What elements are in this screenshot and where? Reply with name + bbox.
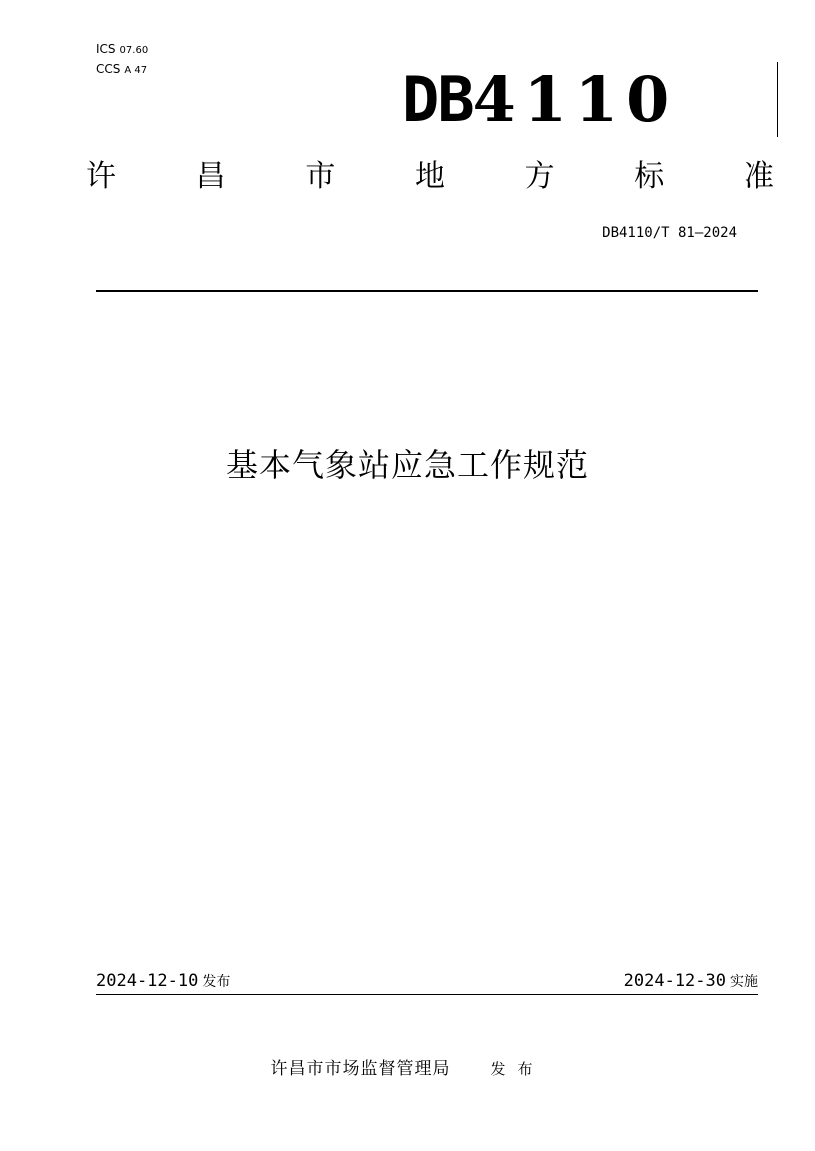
- ccs-label: CCS: [96, 62, 121, 76]
- db-number: 4110: [472, 63, 678, 136]
- document-title: 基本气象站应急工作规范: [225, 446, 589, 484]
- release-label: 发布: [202, 974, 231, 990]
- issue-action: 发布: [490, 1060, 545, 1078]
- standard-type-char: 许: [86, 159, 116, 194]
- standard-type-name: [86, 155, 774, 199]
- header-divider: [96, 290, 758, 292]
- ics-code: 07.60: [119, 45, 149, 56]
- classification-block: [96, 40, 148, 80]
- standard-type-char: 标: [634, 159, 665, 194]
- standard-type-char: 准: [743, 159, 774, 194]
- standard-number: DB4110/T 81—2024: [602, 225, 737, 241]
- footer-divider: [96, 994, 758, 995]
- implement-date-block: [624, 967, 758, 996]
- implement-label: 实施: [730, 974, 758, 990]
- ccs-line: [96, 60, 148, 80]
- issuer-line: [0, 1056, 815, 1082]
- standard-type-char: 方: [524, 159, 555, 194]
- header-vertical-rule: [777, 62, 778, 137]
- ics-line: [96, 40, 148, 60]
- db-prefix: DB: [402, 63, 473, 136]
- standard-type-char: 昌: [195, 159, 226, 194]
- ics-label: ICS: [96, 42, 116, 56]
- release-date: 2024-12-10: [96, 971, 199, 991]
- release-date-block: [96, 967, 230, 996]
- db-standard-mark: [402, 62, 677, 138]
- standard-type-char: 地: [414, 159, 445, 194]
- standard-type-char: 市: [305, 159, 336, 194]
- date-row: [96, 967, 758, 995]
- implement-date: 2024-12-30: [623, 971, 726, 991]
- ccs-code: A 47: [124, 65, 148, 76]
- issuing-organization: 许昌市市场监督管理局: [270, 1059, 451, 1079]
